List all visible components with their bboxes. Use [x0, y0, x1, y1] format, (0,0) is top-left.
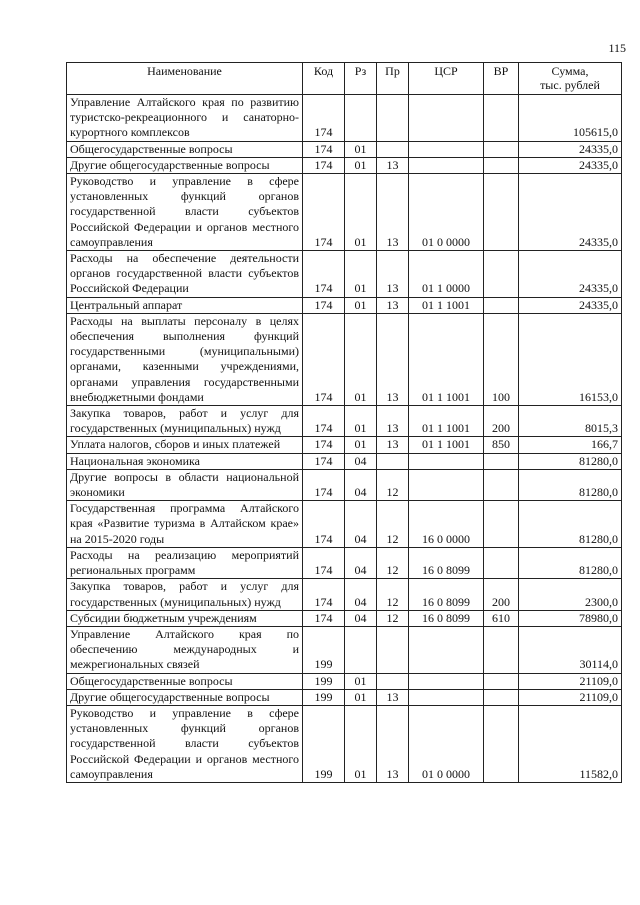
cell-pr: 13 — [377, 251, 409, 298]
cell-vr — [484, 297, 519, 313]
table-row — [67, 453, 622, 469]
cell-rz: 04 — [345, 501, 377, 548]
cell-code: 174 — [303, 313, 345, 405]
cell-csr: 01 1 0000 — [409, 251, 484, 298]
table-row — [67, 469, 622, 500]
cell-sum: 8015,3 — [519, 406, 622, 437]
cell-name: Закупка товаров, работ и услуг для государственных (муниципальных) нужд — [67, 406, 303, 437]
cell-vr: 610 — [484, 610, 519, 626]
cell-csr — [409, 453, 484, 469]
cell-vr — [484, 141, 519, 157]
cell-sum: 78980,0 — [519, 610, 622, 626]
cell-vr — [484, 469, 519, 500]
cell-sum: 11582,0 — [519, 705, 622, 782]
cell-vr: 100 — [484, 313, 519, 405]
cell-name: Общегосударственные вопросы — [67, 141, 303, 157]
cell-pr: 13 — [377, 157, 409, 173]
cell-rz: 04 — [345, 547, 377, 578]
cell-vr — [484, 705, 519, 782]
cell-code: 174 — [303, 157, 345, 173]
cell-vr: 850 — [484, 437, 519, 453]
cell-csr — [409, 689, 484, 705]
cell-vr — [484, 626, 519, 673]
cell-name: Расходы на обеспечение деятельности органов государственной власти субъектов Российской Федерации — [67, 251, 303, 298]
cell-code: 174 — [303, 297, 345, 313]
cell-pr: 13 — [377, 313, 409, 405]
cell-code: 174 — [303, 453, 345, 469]
header-rz: Рз — [345, 63, 377, 95]
cell-code: 174 — [303, 437, 345, 453]
cell-sum: 81280,0 — [519, 453, 622, 469]
header-vr: ВР — [484, 63, 519, 95]
table-row — [67, 501, 622, 548]
cell-name: Уплата налогов, сборов и иных платежей — [67, 437, 303, 453]
cell-vr — [484, 501, 519, 548]
cell-vr — [484, 251, 519, 298]
cell-vr — [484, 673, 519, 689]
cell-name: Управление Алтайского края по развитию туристско-рекреационного и санаторно-курортного комплексов — [67, 95, 303, 142]
cell-pr: 13 — [377, 689, 409, 705]
cell-pr — [377, 141, 409, 157]
cell-rz: 01 — [345, 251, 377, 298]
cell-sum: 24335,0 — [519, 297, 622, 313]
cell-name: Закупка товаров, работ и услуг для государственных (муниципальных) нужд — [67, 579, 303, 610]
cell-pr — [377, 95, 409, 142]
cell-pr: 12 — [377, 469, 409, 500]
cell-csr — [409, 95, 484, 142]
cell-code: 199 — [303, 689, 345, 705]
cell-pr: 13 — [377, 705, 409, 782]
table-row — [67, 251, 622, 298]
table-row — [67, 689, 622, 705]
cell-csr: 16 0 8099 — [409, 610, 484, 626]
cell-code: 174 — [303, 95, 345, 142]
cell-rz: 01 — [345, 157, 377, 173]
table-row — [67, 626, 622, 673]
cell-name: Другие общегосударственные вопросы — [67, 689, 303, 705]
cell-code: 199 — [303, 673, 345, 689]
table-row — [67, 406, 622, 437]
cell-pr: 12 — [377, 610, 409, 626]
budget-table — [66, 62, 622, 783]
cell-code: 174 — [303, 610, 345, 626]
table-header-row — [67, 63, 622, 95]
cell-csr — [409, 157, 484, 173]
cell-code: 174 — [303, 469, 345, 500]
cell-csr: 01 1 1001 — [409, 297, 484, 313]
cell-csr — [409, 141, 484, 157]
cell-vr — [484, 689, 519, 705]
cell-csr: 01 1 1001 — [409, 437, 484, 453]
cell-rz: 01 — [345, 297, 377, 313]
table-row — [67, 673, 622, 689]
table-row — [67, 547, 622, 578]
cell-sum: 105615,0 — [519, 95, 622, 142]
cell-name: Расходы на реализацию мероприятий региональных программ — [67, 547, 303, 578]
cell-sum: 30114,0 — [519, 626, 622, 673]
cell-rz: 04 — [345, 469, 377, 500]
cell-vr: 200 — [484, 406, 519, 437]
cell-vr — [484, 157, 519, 173]
cell-rz: 04 — [345, 610, 377, 626]
header-name: Наименование — [67, 63, 303, 95]
header-pr: Пр — [377, 63, 409, 95]
cell-rz: 01 — [345, 406, 377, 437]
cell-rz: 04 — [345, 579, 377, 610]
cell-sum: 24335,0 — [519, 157, 622, 173]
header-csr: ЦСР — [409, 63, 484, 95]
cell-pr: 13 — [377, 437, 409, 453]
cell-sum: 24335,0 — [519, 141, 622, 157]
cell-csr: 01 1 1001 — [409, 406, 484, 437]
cell-rz — [345, 626, 377, 673]
cell-csr — [409, 469, 484, 500]
cell-csr — [409, 673, 484, 689]
cell-pr: 12 — [377, 547, 409, 578]
table-row — [67, 157, 622, 173]
cell-pr: 13 — [377, 174, 409, 251]
cell-name: Расходы на выплаты персоналу в целях обеспечения выполнения функций государственными (муниципальными) органами, казенными учреждениями, органами управления государственными внебюджетными фондами — [67, 313, 303, 405]
cell-csr: 16 0 8099 — [409, 579, 484, 610]
header-sum — [519, 63, 622, 95]
cell-sum: 21109,0 — [519, 689, 622, 705]
cell-name: Национальная экономика — [67, 453, 303, 469]
table-row — [67, 610, 622, 626]
table-row — [67, 141, 622, 157]
cell-code: 174 — [303, 406, 345, 437]
cell-pr — [377, 626, 409, 673]
cell-csr: 16 0 0000 — [409, 501, 484, 548]
cell-sum: 2300,0 — [519, 579, 622, 610]
cell-pr: 12 — [377, 501, 409, 548]
cell-pr: 13 — [377, 297, 409, 313]
cell-rz: 01 — [345, 689, 377, 705]
cell-rz: 01 — [345, 174, 377, 251]
cell-code: 199 — [303, 705, 345, 782]
cell-rz: 04 — [345, 453, 377, 469]
cell-pr — [377, 453, 409, 469]
cell-name: Государственная программа Алтайского края «Развитие туризма в Алтайском крае» на 2015-2020 годы — [67, 501, 303, 548]
cell-name: Субсидии бюджетным учреждениям — [67, 610, 303, 626]
cell-csr — [409, 626, 484, 673]
cell-sum: 166,7 — [519, 437, 622, 453]
table-row — [67, 313, 622, 405]
cell-name: Руководство и управление в сфере установленных функций органов государственной власти субъектов Российской Федерации и органов местного самоуправления — [67, 174, 303, 251]
header-sum-line1: Сумма, — [551, 64, 589, 78]
cell-vr — [484, 174, 519, 251]
cell-pr — [377, 673, 409, 689]
cell-pr: 12 — [377, 579, 409, 610]
cell-csr: 01 0 0000 — [409, 705, 484, 782]
header-sum-line2: тыс. рублей — [540, 78, 600, 92]
cell-sum: 24335,0 — [519, 251, 622, 298]
cell-code: 174 — [303, 547, 345, 578]
table-row — [67, 297, 622, 313]
cell-vr — [484, 547, 519, 578]
cell-sum: 16153,0 — [519, 313, 622, 405]
cell-name: Управление Алтайского края по обеспечению международных и межрегиональных связей — [67, 626, 303, 673]
cell-rz: 01 — [345, 673, 377, 689]
cell-sum: 81280,0 — [519, 469, 622, 500]
cell-rz: 01 — [345, 705, 377, 782]
table-row — [67, 437, 622, 453]
cell-csr: 01 1 1001 — [409, 313, 484, 405]
table-body — [67, 95, 622, 783]
cell-code: 174 — [303, 251, 345, 298]
page-number: 115 — [608, 41, 626, 55]
cell-sum: 81280,0 — [519, 547, 622, 578]
cell-name: Центральный аппарат — [67, 297, 303, 313]
cell-code: 174 — [303, 501, 345, 548]
cell-csr: 16 0 8099 — [409, 547, 484, 578]
table-row — [67, 174, 622, 251]
cell-name: Другие вопросы в области национальной экономики — [67, 469, 303, 500]
cell-name: Общегосударственные вопросы — [67, 673, 303, 689]
cell-rz: 01 — [345, 437, 377, 453]
cell-code: 199 — [303, 626, 345, 673]
cell-pr: 13 — [377, 406, 409, 437]
table-row — [67, 705, 622, 782]
cell-code: 174 — [303, 579, 345, 610]
cell-name: Другие общегосударственные вопросы — [67, 157, 303, 173]
cell-vr — [484, 95, 519, 142]
cell-sum: 24335,0 — [519, 174, 622, 251]
cell-rz — [345, 95, 377, 142]
cell-code: 174 — [303, 174, 345, 251]
header-code: Код — [303, 63, 345, 95]
table-row — [67, 95, 622, 142]
cell-name: Руководство и управление в сфере установленных функций органов государственной власти субъектов Российской Федерации и органов местного самоуправления — [67, 705, 303, 782]
cell-vr: 200 — [484, 579, 519, 610]
cell-code: 174 — [303, 141, 345, 157]
cell-rz: 01 — [345, 141, 377, 157]
cell-sum: 21109,0 — [519, 673, 622, 689]
table-row — [67, 579, 622, 610]
cell-rz: 01 — [345, 313, 377, 405]
cell-vr — [484, 453, 519, 469]
cell-csr: 01 0 0000 — [409, 174, 484, 251]
cell-sum: 81280,0 — [519, 501, 622, 548]
